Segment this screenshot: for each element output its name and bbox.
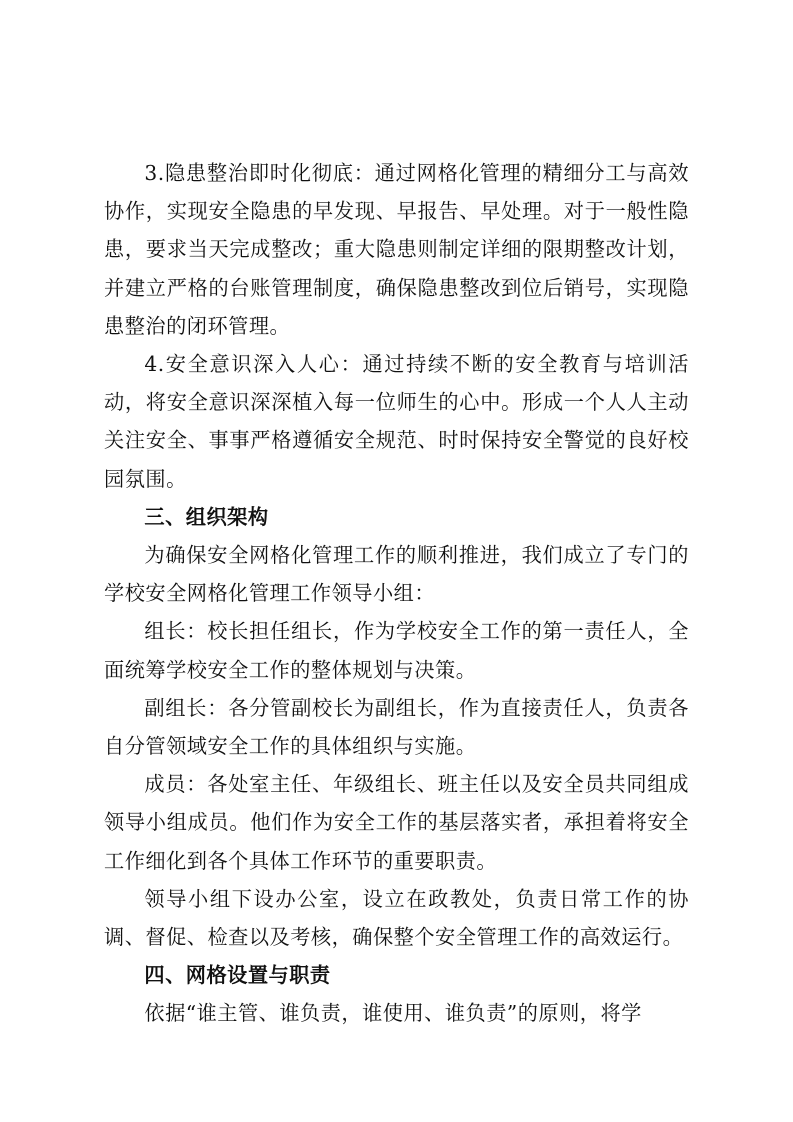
paragraph-members: 成员：各处室主任、年级组长、班主任以及安全员共同组成领导小组成员。他们作为安全工作的基层落实者，承担着将安全工作细化到各个具体工作环节的重要职责。 [104,772,689,873]
paragraph-hazard-rectification: 3.隐患整治即时化彻底：通过网格化管理的精细分工与高效协作，实现安全隐患的早发现、早报告、早处理。对于一般性隐患，要求当天完成整改；重大隐患则制定详细的限期整改计划，并建立严格的台账管理制度，确保隐患整改到位后销号，实现隐患整治的闭环管理。 [104,161,689,338]
paragraph-office: 领导小组下设办公室，设立在政教处，负责日常工作的协调、督促、检查以及考核，确保整个安全管理工作的高效运行。 [104,886,689,950]
paragraph-deputy-leader: 副组长：各分管副校长为副组长，作为直接责任人，负责各自分管领域安全工作的具体组织与实施。 [104,695,689,759]
paragraph-leadership-group: 为确保安全网格化管理工作的顺利推进，我们成立了专门的学校安全网格化管理工作领导小组： [104,543,689,606]
paragraph-group-leader: 组长：校长担任组长，作为学校安全工作的第一责任人，全面统筹学校安全工作的整体规划与决策。 [104,619,689,682]
document-body [104,154,689,1033]
paragraph-safety-awareness: 4.安全意识深入人心：通过持续不断的安全教育与培训活动，将安全意识深深植入每一位师生的心中。形成一个人人主动关注安全、事事严格遵循安全规范、时时保持安全警觉的良好校园氛围。 [104,352,689,491]
paragraph-principle: 依据“谁主管、谁负责，谁使用、谁负责”的原则，将学 [144,1001,642,1026]
section-heading-grid-setup: 四、网格设置与职责 [144,963,331,988]
section-heading-organization: 三、组织架构 [144,504,269,529]
